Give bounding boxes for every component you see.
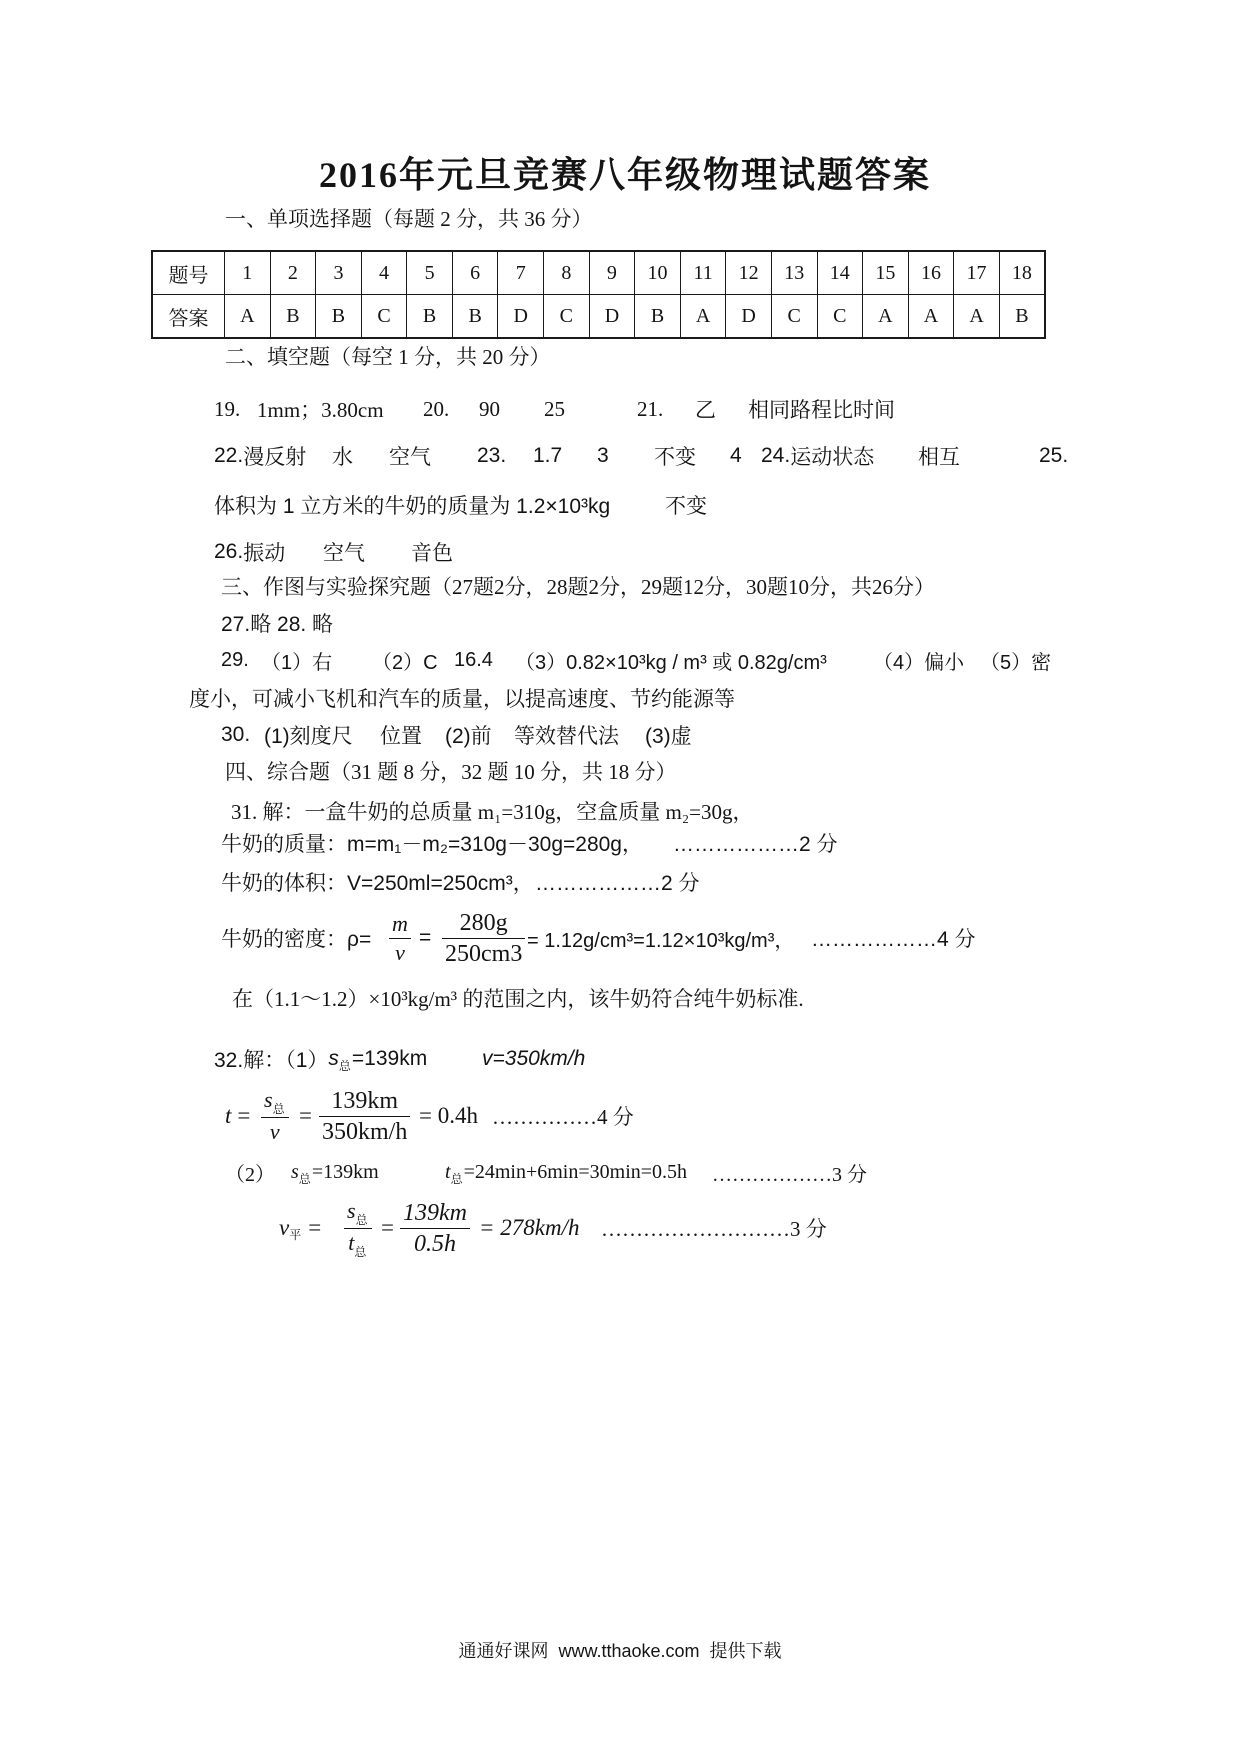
q31-density-fraction-1 [389, 903, 411, 973]
q31-density-line [0, 903, 1240, 973]
q26-answer-group [214, 537, 285, 567]
q31-conclusion-line [0, 983, 1240, 1013]
q23-answer-1: 1.7 [533, 444, 563, 467]
answer-cell: B [407, 295, 453, 339]
distance-value: =139km [351, 1047, 428, 1070]
q24-answer-1: 运动状态 [790, 446, 875, 469]
speed-variable: v [279, 1215, 290, 1240]
answer-cell: C [771, 295, 817, 339]
q29-part-3: （3）0.82×10³kg / m³ 或 0.82g/cm³ [515, 651, 827, 674]
question-number-cell: 2 [270, 251, 316, 295]
q31-mass-text: 牛奶的质量：m=m₁－m₂=310g－30g=280g， [221, 833, 643, 856]
time-subscript: 总 [450, 1171, 463, 1186]
q31-density-result: = 1.12g/cm³=1.12×10³kg/m³， [527, 929, 795, 952]
q24-answer-2: 相互 [918, 446, 960, 469]
q32-time-score: ……………4 分 [492, 1105, 634, 1129]
q20-answer-2: 25 [544, 396, 565, 421]
answer-header: 答案 [152, 295, 225, 339]
answer-cell: A [954, 295, 1000, 339]
answer-cell: A [680, 295, 726, 339]
q20-label: 20. [423, 396, 450, 421]
distance-subscript: 总 [272, 1102, 285, 1116]
q21-answer-1: 乙 [695, 398, 716, 422]
answer-line-22-25 [0, 441, 1240, 471]
q31-mass-line [0, 828, 1240, 858]
question-number-cell: 16 [908, 251, 954, 295]
q30-label: 30. [221, 723, 251, 746]
q32-time-fraction-1 [261, 1081, 289, 1151]
q25-answer-2: 不变 [665, 495, 707, 518]
q31-volume-text: 牛奶的体积：V=250ml=250cm³， [221, 872, 534, 895]
answer-line-30 [0, 720, 1240, 750]
question-number-cell: 9 [589, 251, 635, 295]
q32-speed-fraction-2 [400, 1193, 470, 1263]
q32-speed-equals: = [381, 1215, 394, 1240]
answer-cell: B [270, 295, 316, 339]
time-variable: t [348, 1229, 355, 1255]
q22-answer-1: 漫反射 [243, 446, 307, 469]
section-2-row [0, 341, 1240, 371]
distance-variable: s [328, 1047, 339, 1070]
q30-part-2: (2)前 [445, 725, 492, 748]
q22-label: 22. [214, 444, 244, 467]
fraction-numerator: 139km [400, 1198, 470, 1229]
q26-answer-3: 音色 [411, 542, 453, 565]
question-number-cell: 17 [954, 251, 1000, 295]
answer-cell: C [544, 295, 590, 339]
q31-volume-line [0, 867, 1240, 897]
section-1-row [0, 203, 1240, 233]
q29-part-5: （5）密 [980, 651, 1052, 674]
q29-part-4: （4）偏小 [873, 651, 965, 674]
q22-answer-group [214, 441, 306, 471]
answer-cell: B [452, 295, 498, 339]
question-number-cell: 10 [635, 251, 681, 295]
answer-line-25-cont [0, 490, 1240, 520]
section-4-row [0, 756, 1240, 786]
distance-subscript: 总 [298, 1171, 311, 1186]
q21-answer-2: 相同路程比时间 [748, 398, 895, 422]
q32-given-speed: v=350km/h [482, 1047, 586, 1070]
time-value: =24min+6min=30min=0.5h [463, 1160, 688, 1183]
answer-cell: C [361, 295, 407, 339]
q30-part-2b: 等效替代法 [514, 725, 619, 748]
q32-time-lhs [225, 1081, 250, 1151]
q24-label: 24. [761, 444, 791, 467]
q31-mass-score: ………………2 分 [673, 833, 838, 856]
q32-time-equals: = [299, 1103, 312, 1128]
answer-line-27-28 [0, 608, 1240, 638]
q29-part-2-value: 16.4 [454, 648, 493, 671]
answer-cell: D [498, 295, 544, 339]
answer-line-19-21 [0, 394, 1240, 424]
section-3-row [0, 571, 1240, 601]
q32-line-1 [0, 1044, 1240, 1074]
q32-part-2-line [0, 1157, 1240, 1187]
q32-time-line [0, 1081, 1240, 1151]
q29-continuation: 度小，可减小飞机和汽车的质量，以提高速度、节约能源等 [189, 688, 735, 711]
question-number-cell: 18 [999, 251, 1045, 295]
q21-label: 21. [637, 396, 664, 421]
time-variable: t [445, 1160, 451, 1183]
fraction-numerator [344, 1197, 372, 1229]
q29-part-2: （2）C [372, 651, 438, 674]
q31-given: 31. 解：一盒牛奶的总质量 m₁=310g，空盒质量 m₂=30g， [231, 800, 754, 824]
fraction-denominator: v [395, 939, 405, 965]
answer-cell: B [635, 295, 681, 339]
q32-speed-score: ………………………3 分 [601, 1217, 827, 1241]
q32-part-2-score: ………………3 分 [712, 1163, 867, 1186]
answer-row [152, 295, 1045, 339]
answer-cell: A [225, 295, 271, 339]
section-4-heading: 四、综合题（31 题 8 分，32 题 10 分，共 18 分） [225, 760, 677, 784]
fraction-denominator: v [269, 1119, 280, 1144]
section-1-heading: 一、单项选择题（每题 2 分，共 36 分） [225, 207, 593, 231]
question-number-cell: 5 [407, 251, 453, 295]
question-number-cell: 15 [863, 251, 909, 295]
q29-part-1: （1）右 [261, 651, 333, 674]
section-2-heading: 二、填空题（每空 1 分，共 20 分） [225, 345, 551, 369]
q19-answer: 1mm；3.80cm [257, 398, 384, 422]
q25-answer-1: 体积为 1 立方米的牛奶的质量为 1.2×10³kg [214, 495, 611, 518]
question-number-cell: 14 [817, 251, 863, 295]
q29-label: 29. [221, 648, 249, 671]
q20-answer-1: 90 [479, 396, 500, 421]
q24-answer-group [761, 441, 874, 471]
question-number-cell: 8 [544, 251, 590, 295]
q23-answer-2: 3 [597, 444, 609, 467]
q32-given-distance [214, 1044, 427, 1074]
q32-prefix: 32.解：（1） [214, 1049, 329, 1072]
distance-value: =139km [311, 1160, 379, 1183]
fraction-numerator: 139km [319, 1086, 410, 1117]
answer-cell: A [863, 295, 909, 339]
q30-part-3: (3)虚 [645, 725, 692, 748]
q26-answer-2: 空气 [323, 542, 365, 565]
question-number-cell: 3 [316, 251, 362, 295]
fraction-denominator [344, 1229, 372, 1260]
q23-answer-4: 4 [730, 444, 742, 467]
distance-variable: s [264, 1087, 273, 1112]
q19-label: 19. [214, 396, 241, 421]
distance-variable: s [291, 1160, 299, 1183]
q32-speed-result: = 278km/h [479, 1215, 580, 1240]
q31-line-1 [0, 796, 1240, 826]
question-number-cell: 4 [361, 251, 407, 295]
q30-part-1b: 位置 [380, 725, 422, 748]
fraction-denominator: 0.5h [413, 1230, 456, 1257]
question-number-cell: 13 [771, 251, 817, 295]
speed-subscript: 平 [289, 1227, 302, 1242]
q32-part-2-distance [291, 1157, 379, 1187]
time-subscript: 总 [354, 1244, 367, 1259]
q23-label: 23. [477, 444, 507, 467]
fraction-denominator: 250cm3 [445, 940, 523, 967]
answer-cell: D [726, 295, 772, 339]
page-title: 2016年元旦竞赛八年级物理试题答案 [318, 155, 931, 195]
q31-volume-score: ………………2 分 [535, 872, 700, 895]
answer-cell: B [999, 295, 1045, 339]
question-number-row [152, 251, 1045, 295]
question-number-header: 题号 [152, 251, 225, 295]
fraction-denominator: 350km/h [322, 1118, 408, 1145]
q22-answer-3: 空气 [389, 446, 431, 469]
equals-sign: = [308, 1215, 322, 1240]
choice-answer-table [151, 250, 1046, 339]
q31-density-score: ………………4 分 [811, 928, 976, 951]
answer-line-26 [0, 537, 1240, 567]
footer-source-note: 通通好课网 www.tthaoke.com 提供下载 [458, 1641, 782, 1661]
q32-speed-fraction-1 [344, 1193, 372, 1263]
distance-subscript: 总 [338, 1058, 351, 1073]
question-number-cell: 6 [452, 251, 498, 295]
q23-answer-3: 不变 [654, 446, 696, 469]
answer-cell: A [908, 295, 954, 339]
q31-density-equals: = [419, 926, 432, 949]
fraction-numerator: 280g [442, 908, 525, 939]
q31-conclusion: 在（1.1～1.2）×10³kg/m³ 的范围之内，该牛奶符合纯牛奶标准. [232, 987, 804, 1011]
q32-time-result: = 0.4h [419, 1103, 478, 1128]
q30-part-1: (1)刻度尺 [264, 725, 353, 748]
question-number-cell: 12 [726, 251, 772, 295]
answer-cell: D [589, 295, 635, 339]
answer-line-29-cont [0, 683, 1240, 713]
q26-answer-1: 振动 [243, 542, 286, 565]
section-3-heading: 三、作图与实验探究题（27题2分，28题2分，29题12分，30题10分，共26分） [221, 575, 935, 599]
fraction-numerator [261, 1086, 289, 1118]
distance-variable: s [347, 1197, 356, 1223]
q31-density-label: 牛奶的密度：ρ= [221, 928, 372, 951]
q32-part-2-time [445, 1157, 687, 1187]
q32-time-fraction-2 [319, 1081, 410, 1151]
fraction-numerator: m [389, 910, 411, 939]
q32-part-2-label: （2） [225, 1163, 275, 1186]
q27-28-answer: 27.略 28. 略 [221, 613, 334, 636]
equals-sign: = [237, 1103, 251, 1128]
question-number-cell: 1 [225, 251, 271, 295]
answer-cell: B [316, 295, 362, 339]
answer-cell: C [817, 295, 863, 339]
distance-subscript: 总 [355, 1212, 368, 1227]
q22-answer-2: 水 [332, 446, 353, 469]
question-number-cell: 7 [498, 251, 544, 295]
q26-label: 26. [214, 540, 244, 563]
q31-density-fraction-2 [442, 903, 525, 973]
q32-speed-lhs [279, 1193, 321, 1263]
q25-label: 25. [1039, 444, 1069, 467]
question-number-cell: 11 [680, 251, 726, 295]
answer-line-29 [0, 645, 1240, 675]
time-variable: t [225, 1103, 232, 1128]
q32-average-speed-line [0, 1193, 1240, 1263]
